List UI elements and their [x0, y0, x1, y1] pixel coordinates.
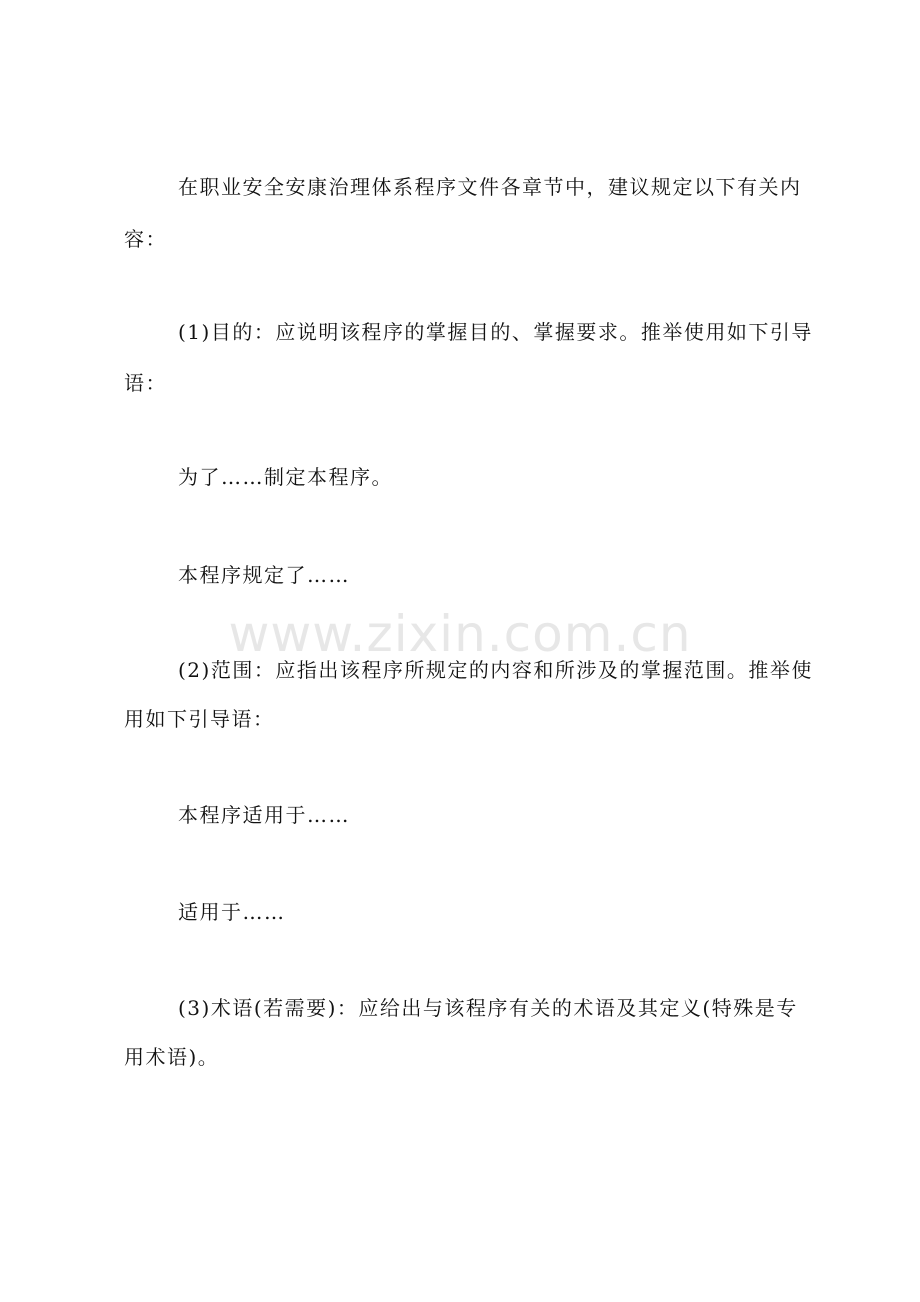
paragraph-2-line-2: 语：: [124, 371, 167, 395]
paragraph-2-line-1: (1)目的：应说明该程序的掌握目的、掌握要求。推举使用如下引导: [178, 320, 813, 344]
paragraph-8-line-2: 用术语)。: [124, 1045, 220, 1069]
paragraph-1-line-1: 在职业安全安康治理体系程序文件各章节中，建议规定以下有关内: [178, 175, 802, 199]
watermark: www.zixin.com.cn: [228, 605, 692, 663]
paragraph-5-line-1: (2)范围：应指出该程序所规定的内容和所涉及的掌握范围。推举使: [178, 658, 813, 682]
paragraph-7: 适用于……: [178, 900, 286, 924]
paragraph-1-line-2: 容：: [124, 227, 167, 251]
paragraph-6: 本程序适用于……: [178, 803, 350, 827]
paragraph-4: 本程序规定了……: [178, 563, 350, 587]
paragraph-5-line-2: 用如下引导语：: [124, 707, 275, 731]
paragraph-3: 为了……制定本程序。: [178, 465, 393, 489]
paragraph-8-line-1: (3)术语(若需要)：应给出与该程序有关的术语及其定义(特殊是专: [178, 996, 798, 1020]
